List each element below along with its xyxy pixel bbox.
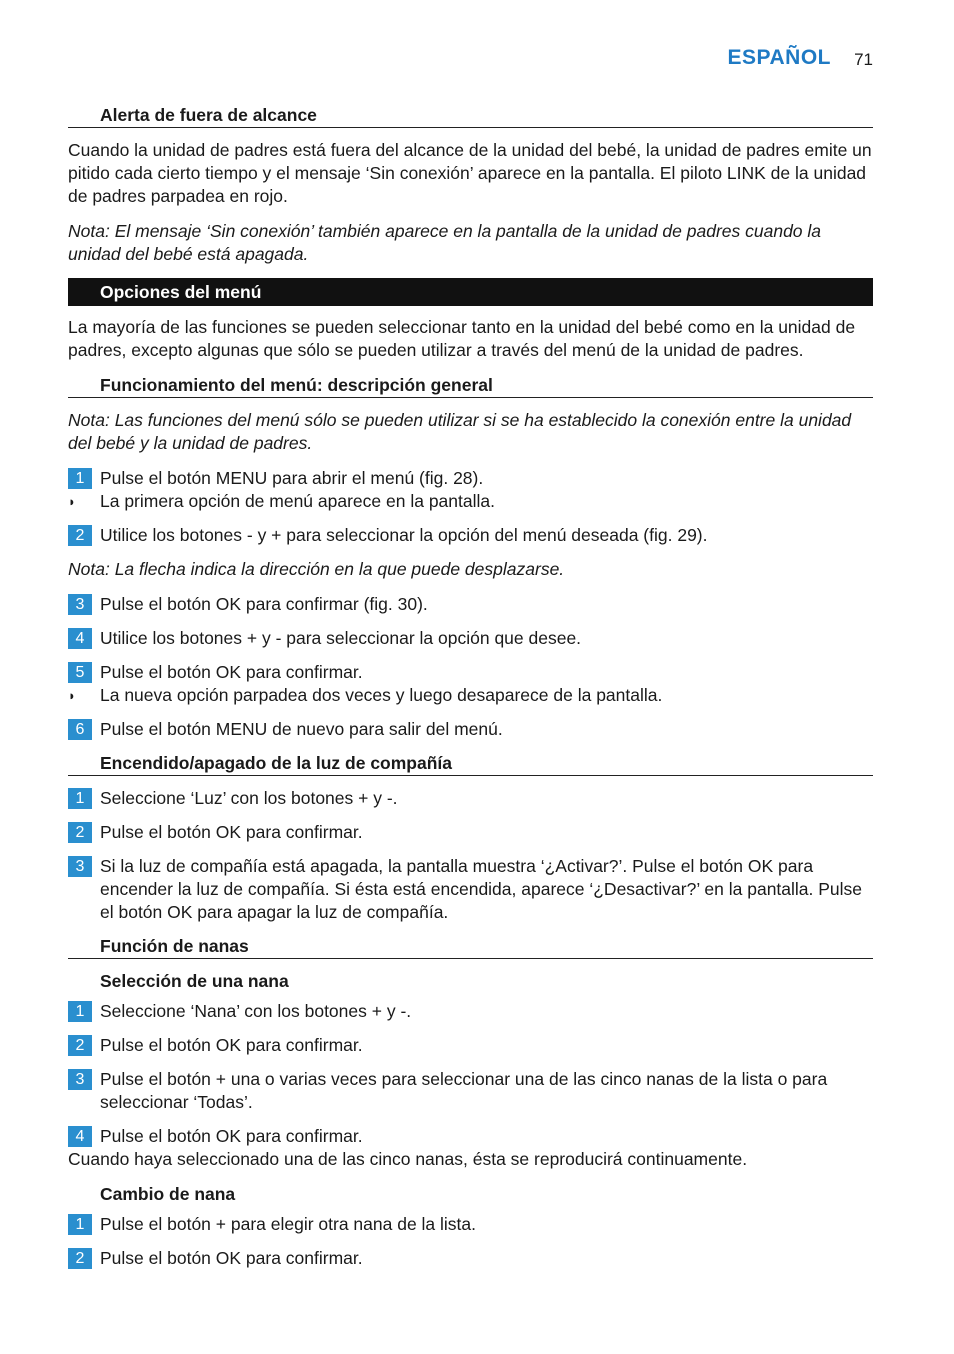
step-number: 1 <box>68 1001 92 1022</box>
page-number: 71 <box>854 50 873 69</box>
step-item <box>68 593 873 616</box>
step-number: 1 <box>68 468 92 489</box>
step-item <box>68 1125 873 1148</box>
step-number: 4 <box>68 1126 92 1147</box>
step-number: 1 <box>68 1214 92 1235</box>
alerta-paragraph: Cuando la unidad de padres está fuera del alcance de la unidad del bebé, la unidad de padres emite un pitido cada cierto tiempo y el mensaje ‘Sin conexión’ aparece en la pantalla. El piloto LINK de la unidad de padres parpadea en rojo. <box>68 140 872 206</box>
step-item <box>68 1034 873 1057</box>
section-heading-luz: Encendido/apagado de la luz de compañía <box>68 752 873 776</box>
step-number: 2 <box>68 1248 92 1269</box>
step-text: Pulse el botón OK para confirmar (fig. 30). <box>100 594 428 614</box>
step-text: Utilice los botones + y - para seleccionar la opción que desee. <box>100 628 582 648</box>
section-heading-opciones: Opciones del menú <box>68 278 873 306</box>
page-content <box>68 104 873 1281</box>
result-text: La nueva opción parpadea dos veces y luego desaparece de la pantalla. <box>100 685 663 705</box>
step-text: Pulse el botón OK para confirmar. <box>100 1126 363 1146</box>
step-text: Pulse el botón OK para confirmar. <box>100 822 363 842</box>
step-text: Pulse el botón OK para confirmar. <box>100 662 363 682</box>
step-result <box>68 684 873 707</box>
step-number: 3 <box>68 856 92 877</box>
step-number: 2 <box>68 525 92 546</box>
language-label: ESPAÑOL <box>727 46 831 69</box>
step-item <box>68 627 873 650</box>
step-text: Si la luz de compañía está apagada, la pantalla muestra ‘¿Activar?’. Pulse el botón OK para encender la luz de compañía. Si ésta está encendida, aparece ‘¿Desactivar?’ en la pantalla. Pulse el botón OK para apagar la luz de compañía. <box>100 856 863 922</box>
step-text: Pulse el botón MENU de nuevo para salir del menú. <box>100 719 503 739</box>
step-text: Utilice los botones - y + para seleccionar la opción del menú deseada (fig. 29). <box>100 525 708 545</box>
funcionamiento-note: Nota: Las funciones del menú sólo se pueden utilizar si se ha establecido la conexión entre la unidad del bebé y la unidad de padres. <box>68 410 852 453</box>
step-number: 3 <box>68 1069 92 1090</box>
step-result <box>68 490 873 513</box>
result-text: La primera opción de menú aparece en la pantalla. <box>100 491 495 511</box>
step-text: Pulse el botón OK para confirmar. <box>100 1248 363 1268</box>
step-number: 4 <box>68 628 92 649</box>
step-text: Pulse el botón + una o varias veces para seleccionar una de las cinco nanas de la lista o para seleccionar ‘Todas’. <box>100 1069 828 1112</box>
opciones-paragraph: La mayoría de las funciones se pueden seleccionar tanto en la unidad del bebé como en la unidad de padres, excepto algunas que sólo se pueden utilizar a través del menú de la unidad de padres. <box>68 317 856 360</box>
sub-heading-seleccion: Selección de una nana <box>100 971 289 991</box>
step-number: 2 <box>68 1035 92 1056</box>
funcionamiento-note-arrow: Nota: La flecha indica la dirección en la que puede desplazarse. <box>68 559 565 579</box>
step-item <box>68 718 873 741</box>
step-item <box>68 524 873 547</box>
step-item <box>68 1000 873 1023</box>
section-heading-funcionamiento: Funcionamiento del menú: descripción general <box>68 374 873 398</box>
step-number: 6 <box>68 719 92 740</box>
page-header <box>68 46 873 76</box>
step-item <box>68 855 873 924</box>
nanas-paragraph: Cuando haya seleccionado una de las cinco nanas, ésta se reproducirá continuamente. <box>68 1149 748 1169</box>
step-text: Seleccione ‘Luz’ con los botones + y -. <box>100 788 398 808</box>
step-text: Pulse el botón + para elegir otra nana de la lista. <box>100 1214 477 1234</box>
step-item <box>68 787 873 810</box>
step-item <box>68 1247 873 1270</box>
step-item <box>68 1213 873 1236</box>
section-heading-nanas: Función de nanas <box>68 935 873 959</box>
step-item <box>68 661 873 684</box>
step-item <box>68 1068 873 1114</box>
step-item <box>68 821 873 844</box>
step-number: 2 <box>68 822 92 843</box>
result-arrow-icon: ◗ <box>68 688 76 703</box>
step-text: Seleccione ‘Nana’ con los botones + y -. <box>100 1001 412 1021</box>
step-item <box>68 467 873 490</box>
sub-heading-cambio: Cambio de nana <box>100 1184 236 1204</box>
step-number: 5 <box>68 662 92 683</box>
alerta-note: Nota: El mensaje ‘Sin conexión’ también aparece en la pantalla de la unidad de padres cuando la unidad del bebé está apagada. <box>68 221 822 264</box>
result-arrow-icon: ◗ <box>68 494 76 509</box>
section-heading-alerta: Alerta de fuera de alcance <box>68 104 873 128</box>
step-number: 1 <box>68 788 92 809</box>
step-text: Pulse el botón MENU para abrir el menú (fig. 28). <box>100 468 484 488</box>
step-number: 3 <box>68 594 92 615</box>
step-text: Pulse el botón OK para confirmar. <box>100 1035 363 1055</box>
